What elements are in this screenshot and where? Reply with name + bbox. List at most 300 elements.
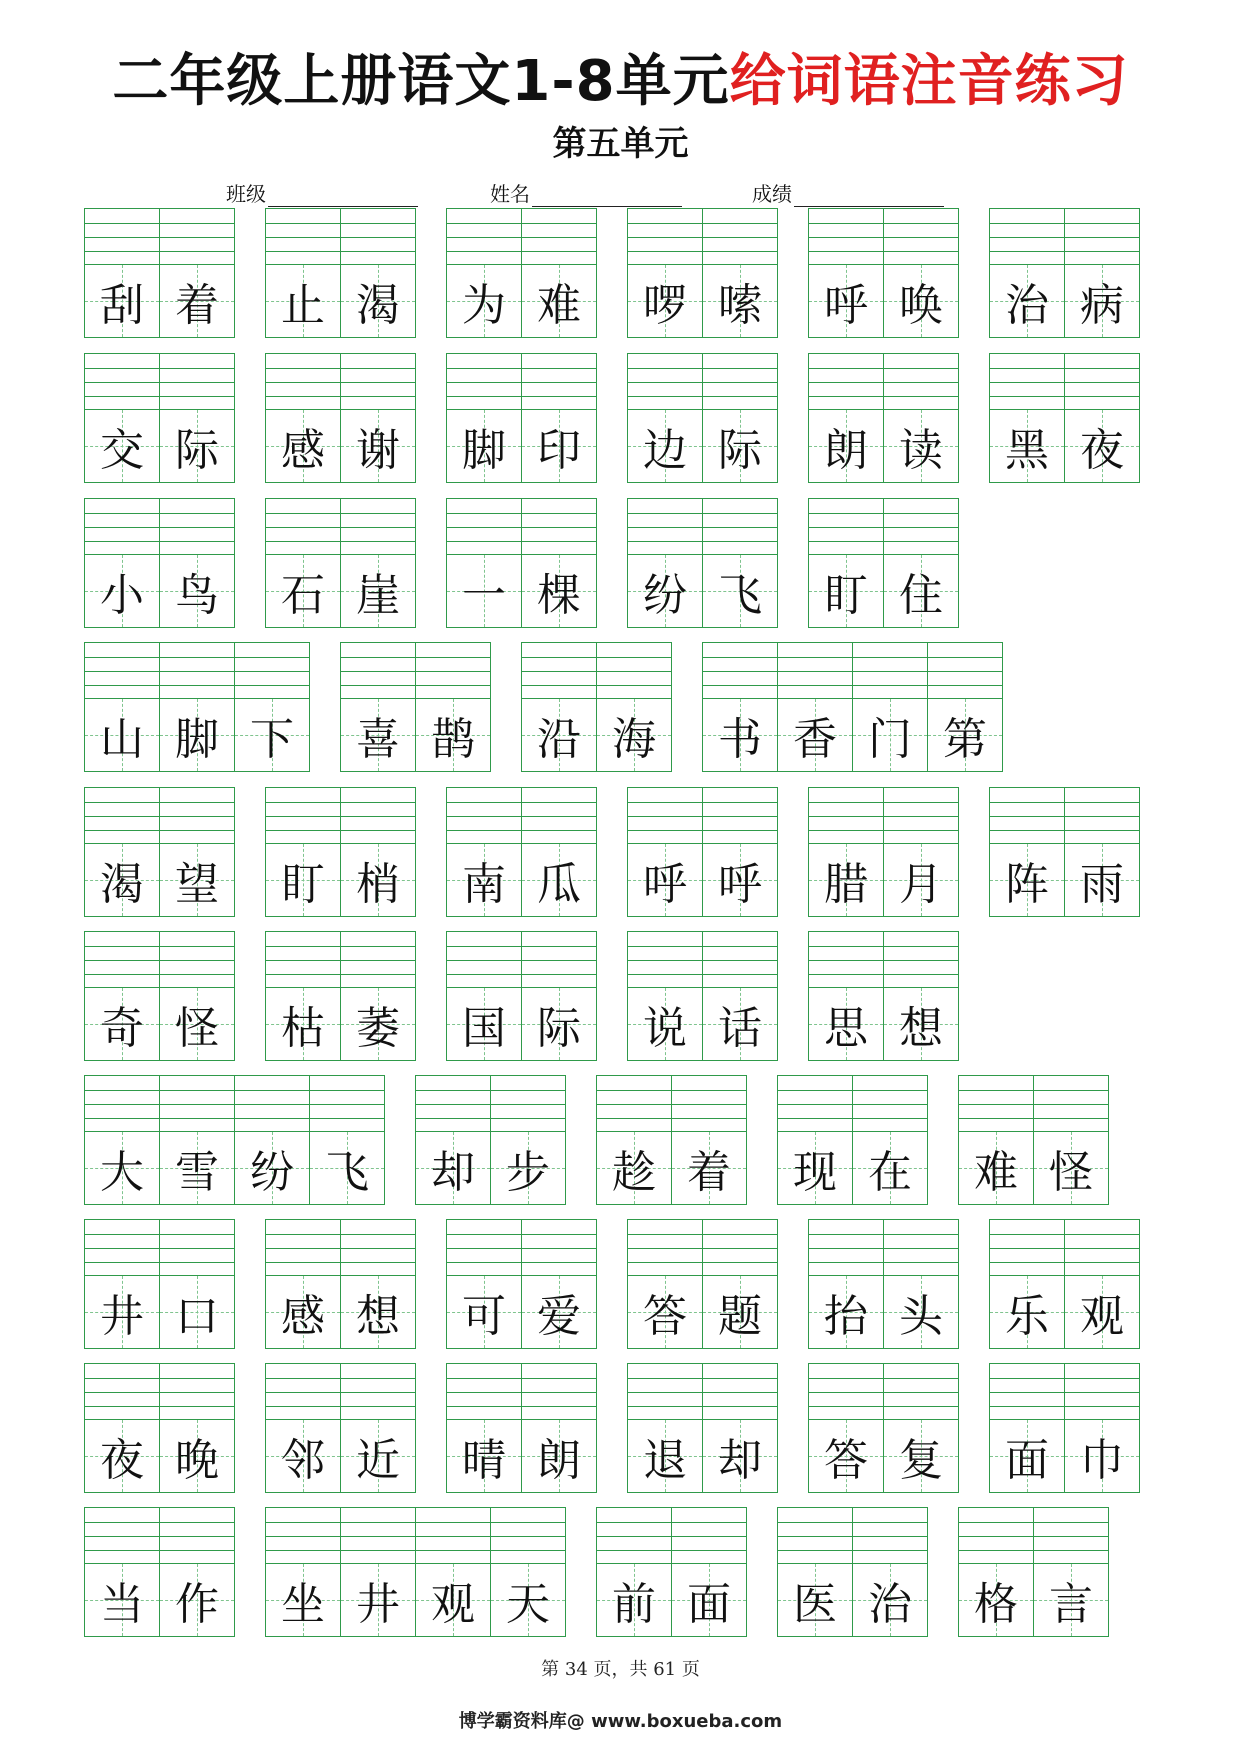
- word-box: [265, 1219, 416, 1349]
- hanzi-char: 面: [1005, 1435, 1049, 1486]
- char-cell: [415, 642, 491, 772]
- pinyin-answer-lines[interactable]: [703, 788, 777, 844]
- word-box: [989, 1219, 1140, 1349]
- hanzi-char: 刮: [100, 280, 144, 331]
- pinyin-answer-lines[interactable]: [628, 1220, 702, 1276]
- title-main: 二年级上册语文1-8单元: [112, 49, 730, 114]
- pinyin-answer-lines[interactable]: [235, 1076, 309, 1132]
- word-box: [446, 1363, 597, 1493]
- hanzi-char: 前: [612, 1579, 656, 1630]
- pinyin-answer-lines[interactable]: [809, 354, 883, 410]
- char-cell: [852, 1507, 928, 1637]
- pinyin-answer-lines[interactable]: [853, 1508, 927, 1564]
- pinyin-answer-lines[interactable]: [416, 1508, 490, 1564]
- hanzi-char: 朗: [824, 425, 868, 476]
- word-box: [446, 353, 597, 483]
- pinyin-answer-lines[interactable]: [85, 354, 159, 410]
- word-box: [84, 353, 235, 483]
- char-cell: [159, 931, 235, 1061]
- hanzi-char: 作: [175, 1579, 219, 1630]
- char-cell: [627, 1219, 703, 1349]
- pinyin-answer-lines[interactable]: [160, 1508, 234, 1564]
- char-cell: [883, 353, 959, 483]
- hanzi-char: 梢: [356, 859, 400, 910]
- pinyin-answer-lines[interactable]: [266, 499, 340, 555]
- pinyin-answer-lines[interactable]: [628, 932, 702, 988]
- pinyin-answer-lines[interactable]: [491, 1508, 565, 1564]
- class-label: 班级: [226, 182, 266, 206]
- pinyin-answer-lines[interactable]: [703, 499, 777, 555]
- hanzi-char: 门: [868, 714, 912, 765]
- word-box: [627, 931, 778, 1061]
- char-cell: [159, 498, 235, 628]
- word-box: [702, 642, 1003, 772]
- pinyin-answer-lines[interactable]: [1034, 1076, 1108, 1132]
- pinyin-answer-lines[interactable]: [522, 354, 596, 410]
- score-label: 成绩: [752, 182, 792, 206]
- char-cell: [265, 1219, 341, 1349]
- char-cell: [265, 1507, 341, 1637]
- char-cell: [84, 1219, 160, 1349]
- word-box: [265, 208, 416, 338]
- hanzi-char: 读: [899, 425, 943, 476]
- char-cell: [852, 642, 928, 772]
- pinyin-answer-lines[interactable]: [1034, 1508, 1108, 1564]
- pinyin-answer-lines[interactable]: [703, 1220, 777, 1276]
- pinyin-answer-lines[interactable]: [884, 209, 958, 265]
- char-cell: [234, 642, 310, 772]
- pinyin-answer-lines[interactable]: [85, 499, 159, 555]
- hanzi-char: 香: [793, 714, 837, 765]
- hanzi-char: 啰: [643, 280, 687, 331]
- hanzi-char: 可: [462, 1291, 506, 1342]
- pinyin-answer-lines[interactable]: [703, 1364, 777, 1420]
- word-box: [627, 208, 778, 338]
- char-cell: [265, 353, 341, 483]
- hanzi-char: 纷: [250, 1147, 294, 1198]
- hanzi-char: 却: [431, 1147, 475, 1198]
- word-box: [84, 1219, 235, 1349]
- char-cell: [84, 1075, 160, 1205]
- hanzi-char: 下: [250, 714, 294, 765]
- word-box: [808, 353, 959, 483]
- hanzi-char: 夜: [100, 1435, 144, 1486]
- hanzi-char: 沿: [537, 714, 581, 765]
- hanzi-char: 喜: [356, 714, 400, 765]
- pinyin-answer-lines[interactable]: [1065, 1220, 1139, 1276]
- hanzi-char: 渴: [100, 859, 144, 910]
- pinyin-answer-lines[interactable]: [884, 932, 958, 988]
- hanzi-char: 步: [506, 1147, 550, 1198]
- char-cell: [702, 498, 778, 628]
- pinyin-answer-lines[interactable]: [628, 1364, 702, 1420]
- word-box: [627, 1363, 778, 1493]
- char-cell: [84, 642, 160, 772]
- word-box: [777, 1507, 928, 1637]
- hanzi-char: 思: [824, 1003, 868, 1054]
- pinyin-answer-lines[interactable]: [447, 354, 521, 410]
- hanzi-char: 书: [718, 714, 762, 765]
- word-box: [84, 787, 235, 917]
- char-cell: [340, 1363, 416, 1493]
- pinyin-answer-lines[interactable]: [959, 1076, 1033, 1132]
- hanzi-char: 盯: [281, 859, 325, 910]
- char-cell: [159, 787, 235, 917]
- pinyin-answer-lines[interactable]: [703, 643, 777, 699]
- word-box: [84, 1507, 235, 1637]
- pinyin-answer-lines[interactable]: [809, 1220, 883, 1276]
- pinyin-answer-lines[interactable]: [491, 1076, 565, 1132]
- pinyin-answer-lines[interactable]: [990, 1220, 1064, 1276]
- char-cell: [521, 208, 597, 338]
- hanzi-char: 萎: [356, 1003, 400, 1054]
- pinyin-answer-lines[interactable]: [310, 1076, 384, 1132]
- word-box: [808, 787, 959, 917]
- pinyin-answer-lines[interactable]: [884, 354, 958, 410]
- pinyin-answer-lines[interactable]: [959, 1508, 1033, 1564]
- char-cell: [777, 642, 853, 772]
- pinyin-answer-lines[interactable]: [853, 1076, 927, 1132]
- pinyin-answer-lines[interactable]: [597, 643, 671, 699]
- pinyin-answer-lines[interactable]: [160, 1076, 234, 1132]
- pinyin-answer-lines[interactable]: [447, 932, 521, 988]
- char-cell: [808, 1363, 884, 1493]
- pinyin-answer-lines[interactable]: [990, 209, 1064, 265]
- word-box: [84, 498, 235, 628]
- pinyin-answer-lines[interactable]: [628, 788, 702, 844]
- pinyin-answer-lines[interactable]: [341, 1508, 415, 1564]
- hanzi-char: 头: [899, 1291, 943, 1342]
- char-cell: [340, 353, 416, 483]
- hanzi-char: 言: [1049, 1579, 1093, 1630]
- hanzi-char: 在: [868, 1147, 912, 1198]
- char-cell: [159, 642, 235, 772]
- hanzi-char: 渴: [356, 280, 400, 331]
- pinyin-answer-lines[interactable]: [447, 209, 521, 265]
- hanzi-char: 腊: [824, 859, 868, 910]
- word-box: [265, 353, 416, 483]
- word-box: [808, 208, 959, 338]
- pinyin-answer-lines[interactable]: [522, 932, 596, 988]
- char-cell: [521, 498, 597, 628]
- char-cell: [1064, 1363, 1140, 1493]
- hanzi-char: 退: [643, 1435, 687, 1486]
- pinyin-answer-lines[interactable]: [778, 1076, 852, 1132]
- word-box: [446, 208, 597, 338]
- pinyin-answer-lines[interactable]: [160, 1364, 234, 1420]
- site-credit: 博学霸资料库@ www.boxueba.com: [458, 1711, 783, 1732]
- char-cell: [84, 1363, 160, 1493]
- pinyin-answer-lines[interactable]: [160, 1220, 234, 1276]
- pinyin-answer-lines[interactable]: [809, 932, 883, 988]
- pinyin-answer-lines[interactable]: [522, 1220, 596, 1276]
- char-cell: [340, 1507, 416, 1637]
- hanzi-char: 复: [899, 1435, 943, 1486]
- word-row: [84, 1363, 1140, 1493]
- char-cell: [521, 787, 597, 917]
- pinyin-answer-lines[interactable]: [85, 643, 159, 699]
- pinyin-answer-lines[interactable]: [672, 1076, 746, 1132]
- char-cell: [702, 1219, 778, 1349]
- pinyin-answer-lines[interactable]: [928, 643, 1002, 699]
- pinyin-answer-lines[interactable]: [1065, 788, 1139, 844]
- pinyin-answer-lines[interactable]: [85, 209, 159, 265]
- char-cell: [84, 498, 160, 628]
- word-box: [340, 642, 491, 772]
- char-cell: [852, 1075, 928, 1205]
- hanzi-char: 难: [974, 1147, 1018, 1198]
- pinyin-answer-lines[interactable]: [85, 1220, 159, 1276]
- hanzi-char: 感: [281, 1291, 325, 1342]
- pinyin-answer-lines[interactable]: [1065, 209, 1139, 265]
- pinyin-answer-lines[interactable]: [672, 1508, 746, 1564]
- pinyin-answer-lines[interactable]: [341, 209, 415, 265]
- word-box: [627, 1219, 778, 1349]
- pinyin-answer-lines[interactable]: [235, 643, 309, 699]
- char-cell: [989, 208, 1065, 338]
- pinyin-answer-lines[interactable]: [447, 1220, 521, 1276]
- pinyin-answer-lines[interactable]: [160, 354, 234, 410]
- hanzi-char: 际: [175, 425, 219, 476]
- word-box: [958, 1075, 1109, 1205]
- pinyin-answer-lines[interactable]: [809, 1364, 883, 1420]
- word-row: [84, 353, 1140, 483]
- char-cell: [777, 1075, 853, 1205]
- char-cell: [671, 1075, 747, 1205]
- hanzi-char: 盯: [824, 570, 868, 621]
- pinyin-answer-lines[interactable]: [522, 643, 596, 699]
- pinyin-answer-lines[interactable]: [522, 209, 596, 265]
- pinyin-answer-lines[interactable]: [85, 1076, 159, 1132]
- hanzi-char: 乐: [1005, 1291, 1049, 1342]
- word-box: [415, 1075, 566, 1205]
- hanzi-char: 怪: [1049, 1147, 1093, 1198]
- pinyin-answer-lines[interactable]: [778, 1508, 852, 1564]
- char-cell: [808, 353, 884, 483]
- pinyin-answer-lines[interactable]: [341, 1364, 415, 1420]
- hanzi-char: 却: [718, 1435, 762, 1486]
- hanzi-char: 鸟: [175, 570, 219, 621]
- pinyin-answer-lines[interactable]: [266, 209, 340, 265]
- pinyin-answer-lines[interactable]: [266, 1508, 340, 1564]
- char-cell: [446, 1219, 522, 1349]
- char-cell: [446, 1363, 522, 1493]
- pinyin-answer-lines[interactable]: [416, 1076, 490, 1132]
- hanzi-char: 面: [687, 1579, 731, 1630]
- char-cell: [84, 787, 160, 917]
- hanzi-char: 想: [899, 1003, 943, 1054]
- hanzi-char: 国: [462, 1003, 506, 1054]
- word-box: [446, 498, 597, 628]
- char-cell: [627, 208, 703, 338]
- word-box: [989, 787, 1140, 917]
- char-cell: [415, 1075, 491, 1205]
- pinyin-answer-lines[interactable]: [884, 788, 958, 844]
- pinyin-answer-lines[interactable]: [597, 1508, 671, 1564]
- hanzi-char: 观: [1080, 1291, 1124, 1342]
- word-box: [989, 1363, 1140, 1493]
- hanzi-char: 话: [718, 1003, 762, 1054]
- pinyin-answer-lines[interactable]: [416, 643, 490, 699]
- hanzi-char: 鹊: [431, 714, 475, 765]
- word-row: [84, 1219, 1140, 1349]
- hanzi-char: 边: [643, 425, 687, 476]
- pinyin-answer-lines[interactable]: [266, 932, 340, 988]
- hanzi-char: 井: [356, 1579, 400, 1630]
- pinyin-answer-lines[interactable]: [266, 788, 340, 844]
- pinyin-answer-lines[interactable]: [266, 1364, 340, 1420]
- pinyin-answer-lines[interactable]: [447, 499, 521, 555]
- pinyin-answer-lines[interactable]: [341, 643, 415, 699]
- char-cell: [989, 787, 1065, 917]
- char-cell: [446, 208, 522, 338]
- word-box: [596, 1075, 747, 1205]
- word-box: [265, 787, 416, 917]
- hanzi-char: 难: [537, 280, 581, 331]
- word-row: [84, 1075, 1109, 1205]
- char-cell: [808, 787, 884, 917]
- hanzi-char: 治: [1005, 280, 1049, 331]
- hanzi-char: 海: [612, 714, 656, 765]
- pinyin-answer-lines[interactable]: [990, 1364, 1064, 1420]
- pinyin-answer-lines[interactable]: [160, 788, 234, 844]
- char-cell: [159, 208, 235, 338]
- hanzi-char: 呼: [643, 859, 687, 910]
- pinyin-answer-lines[interactable]: [85, 932, 159, 988]
- hanzi-char: 第: [943, 714, 987, 765]
- pinyin-answer-lines[interactable]: [341, 354, 415, 410]
- pinyin-answer-lines[interactable]: [597, 1076, 671, 1132]
- char-cell: [596, 1075, 672, 1205]
- hanzi-char: 脚: [175, 714, 219, 765]
- page-number: 第 34 页，共 61 页: [541, 1659, 700, 1680]
- pinyin-answer-lines[interactable]: [447, 1364, 521, 1420]
- pinyin-answer-lines[interactable]: [884, 1220, 958, 1276]
- char-cell: [446, 787, 522, 917]
- char-cell: [84, 208, 160, 338]
- pinyin-answer-lines[interactable]: [85, 788, 159, 844]
- hanzi-char: 大: [100, 1147, 144, 1198]
- pinyin-answer-lines[interactable]: [628, 209, 702, 265]
- hanzi-char: 崖: [356, 570, 400, 621]
- char-cell: [627, 498, 703, 628]
- pinyin-answer-lines[interactable]: [809, 209, 883, 265]
- hanzi-char: 夜: [1080, 425, 1124, 476]
- word-box: [521, 642, 672, 772]
- pinyin-answer-lines[interactable]: [522, 499, 596, 555]
- word-box: [84, 931, 235, 1061]
- hanzi-char: 南: [462, 859, 506, 910]
- char-cell: [265, 1363, 341, 1493]
- char-cell: [808, 208, 884, 338]
- char-cell: [521, 642, 597, 772]
- hanzi-char: 飞: [718, 570, 762, 621]
- pinyin-answer-lines[interactable]: [522, 1364, 596, 1420]
- char-cell: [808, 931, 884, 1061]
- hanzi-char: 答: [824, 1435, 868, 1486]
- hanzi-char: 着: [687, 1147, 731, 1198]
- char-cell: [596, 1507, 672, 1637]
- pinyin-answer-lines[interactable]: [341, 932, 415, 988]
- char-cell: [627, 353, 703, 483]
- pinyin-answer-lines[interactable]: [160, 643, 234, 699]
- word-box: [808, 498, 959, 628]
- pinyin-answer-lines[interactable]: [160, 932, 234, 988]
- pinyin-answer-lines[interactable]: [990, 354, 1064, 410]
- pinyin-answer-lines[interactable]: [703, 354, 777, 410]
- pinyin-answer-lines[interactable]: [85, 1508, 159, 1564]
- hanzi-char: 棵: [537, 570, 581, 621]
- char-cell: [1033, 1507, 1109, 1637]
- pinyin-answer-lines[interactable]: [884, 1364, 958, 1420]
- char-cell: [883, 787, 959, 917]
- char-cell: [627, 1363, 703, 1493]
- hanzi-char: 一: [462, 570, 506, 621]
- hanzi-char: 天: [506, 1579, 550, 1630]
- char-cell: [159, 353, 235, 483]
- char-cell: [989, 1219, 1065, 1349]
- char-cell: [702, 353, 778, 483]
- pinyin-answer-lines[interactable]: [809, 499, 883, 555]
- hanzi-char: 感: [281, 425, 325, 476]
- pinyin-answer-lines[interactable]: [703, 932, 777, 988]
- pinyin-answer-lines[interactable]: [809, 788, 883, 844]
- pinyin-answer-lines[interactable]: [884, 499, 958, 555]
- name-label: 姓名: [490, 182, 530, 206]
- hanzi-char: 邻: [281, 1435, 325, 1486]
- char-cell: [340, 787, 416, 917]
- char-cell: [84, 931, 160, 1061]
- hanzi-char: 爱: [537, 1291, 581, 1342]
- hanzi-char: 住: [899, 570, 943, 621]
- pinyin-answer-lines[interactable]: [160, 499, 234, 555]
- word-row: [84, 1507, 1109, 1637]
- char-cell: [446, 498, 522, 628]
- pinyin-answer-lines[interactable]: [266, 354, 340, 410]
- char-cell: [1064, 1219, 1140, 1349]
- hanzi-char: 说: [643, 1003, 687, 1054]
- word-box: [446, 1219, 597, 1349]
- char-cell: [883, 1363, 959, 1493]
- pinyin-answer-lines[interactable]: [522, 788, 596, 844]
- pinyin-answer-lines[interactable]: [341, 1220, 415, 1276]
- pinyin-answer-lines[interactable]: [853, 643, 927, 699]
- word-box: [989, 353, 1140, 483]
- pinyin-answer-lines[interactable]: [1065, 354, 1139, 410]
- pinyin-answer-lines[interactable]: [341, 788, 415, 844]
- hanzi-char: 望: [175, 859, 219, 910]
- hanzi-char: 枯: [281, 1003, 325, 1054]
- hanzi-char: 嗦: [718, 280, 762, 331]
- pinyin-answer-lines[interactable]: [160, 209, 234, 265]
- char-cell: [521, 931, 597, 1061]
- pinyin-answer-lines[interactable]: [990, 788, 1064, 844]
- pinyin-answer-lines[interactable]: [703, 209, 777, 265]
- pinyin-answer-lines[interactable]: [266, 1220, 340, 1276]
- pinyin-answer-lines[interactable]: [628, 499, 702, 555]
- pinyin-answer-lines[interactable]: [341, 499, 415, 555]
- hanzi-char: 观: [431, 1579, 475, 1630]
- word-row: [84, 931, 959, 1061]
- pinyin-answer-lines[interactable]: [85, 1364, 159, 1420]
- pinyin-answer-lines[interactable]: [778, 643, 852, 699]
- pinyin-answer-lines[interactable]: [447, 788, 521, 844]
- hanzi-char: 着: [175, 280, 219, 331]
- char-cell: [490, 1075, 566, 1205]
- pinyin-answer-lines[interactable]: [628, 354, 702, 410]
- pinyin-answer-lines[interactable]: [1065, 1364, 1139, 1420]
- word-box: [446, 787, 597, 917]
